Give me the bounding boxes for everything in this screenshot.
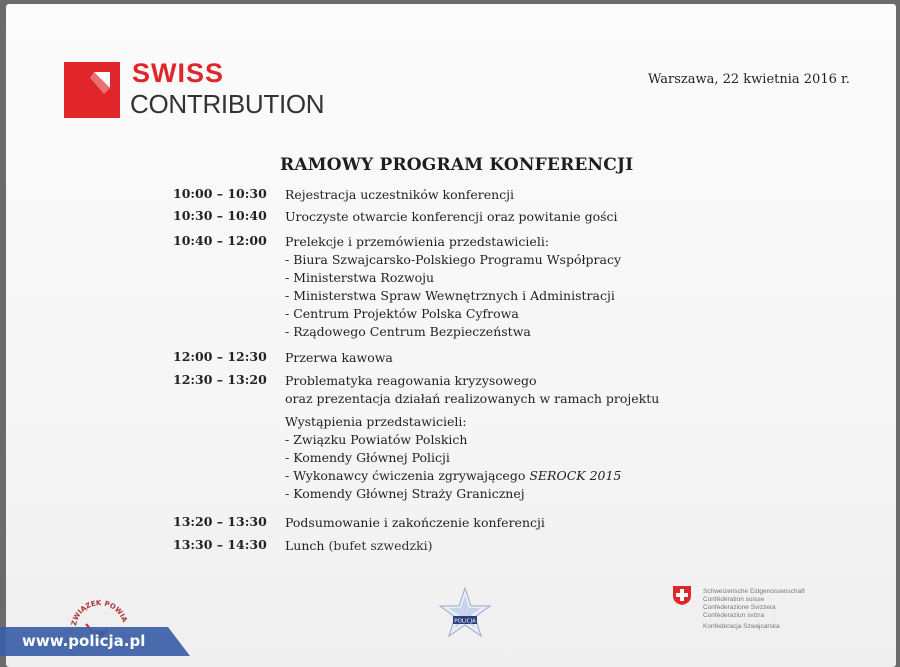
police-badge-text: POLICJA (454, 618, 476, 625)
swiss-contribution-logo-icon (64, 62, 120, 118)
agenda-time: 12:00 – 12:30 (173, 349, 267, 364)
agenda-line: - Centrum Projektów Polska Cyfrowa (285, 306, 519, 321)
agenda-note: (bufet szwedzki) (328, 538, 433, 553)
agenda-line: - Biura Szwajcarsko-Polskiego Programu Współpracy (285, 252, 622, 267)
svg-text:ZWIĄZEK POWIATÓW (64, 586, 129, 626)
agenda-line: Uroczyste otwarcie konferencji oraz powitanie gości (285, 209, 618, 224)
confederation-line: Confederazione Svizzera (703, 604, 776, 611)
agenda-line: Problematyka reagowania kryzysowego (285, 373, 537, 388)
watermark-url: www.policja.pl (22, 632, 146, 650)
agenda-line-text: Lunch (285, 538, 329, 553)
agenda-time: 10:40 – 12:00 (173, 233, 267, 248)
agenda-description (285, 514, 545, 532)
confederation-line: Schweizerische Eidgenossenschaft (703, 588, 805, 595)
agenda-line: - Ministerstwa Rozwoju (285, 270, 435, 285)
agenda-description (285, 372, 659, 408)
confederation-line: Confederaziun svizra (703, 612, 765, 619)
agenda-time: 13:30 – 14:30 (173, 537, 267, 552)
agenda-line: oraz prezentacja działań realizowanych w ramach projektu (285, 391, 660, 406)
agenda-line (285, 537, 433, 555)
agenda-line: Wystąpienia przedstawicieli: (285, 414, 467, 429)
agenda-description (285, 349, 393, 367)
logo-swiss-text: SWISS (132, 58, 225, 88)
agenda-line (285, 467, 621, 485)
agenda-time: 12:30 – 13:20 (173, 372, 267, 387)
agenda-line: - Komendy Głównej Policji (285, 450, 450, 465)
agenda-time: 10:00 – 10:30 (173, 186, 267, 201)
agenda-line: Rejestracja uczestników konferencji (285, 187, 515, 202)
zpp-arc-text: ZWIĄZEK POWIA (70, 599, 129, 627)
agenda-description (285, 208, 618, 226)
agenda-line: - Związku Powiatów Polskich (285, 432, 468, 447)
agenda-line: Prelekcje i przemówienia przedstawicieli: (285, 234, 550, 249)
projected-slide (6, 4, 896, 667)
swiss-cross-icon (671, 584, 693, 606)
document-date: Warszawa, 22 kwietnia 2016 r. (648, 72, 850, 87)
agenda-line: - Rządowego Centrum Bezpieczeństwa (285, 324, 531, 339)
program-title: RAMOWY PROGRAM KONFERENCJI (280, 155, 634, 175)
agenda-line: - Komendy Głównej Straży Granicznej (285, 486, 525, 501)
policja-watermark (0, 627, 190, 656)
agenda-line: Przerwa kawowa (285, 350, 393, 365)
agenda-description (285, 537, 433, 555)
swiss-confederation-logo (671, 584, 693, 610)
agenda-line-text: - Wykonawcy ćwiczenia zgrywającego (285, 468, 530, 483)
agenda-time: 13:20 – 13:30 (173, 514, 267, 529)
agenda-description (285, 233, 621, 341)
agenda-time: 10:30 – 10:40 (173, 208, 267, 223)
confederation-line-pl: Konfederacja Szwajcarska (703, 623, 780, 630)
agenda-line: Podsumowanie i zakończenie konferencji (285, 515, 545, 530)
swiss-confederation-text (703, 588, 805, 631)
confederation-line: Confédération suisse (703, 596, 765, 603)
agenda-line: - Ministerstwa Spraw Wewnętrznych i Administracji (285, 288, 615, 303)
agenda-description (285, 186, 514, 204)
police-star-logo (434, 586, 496, 648)
agenda-description (285, 413, 621, 503)
exercise-name: SEROCK 2015 (529, 468, 622, 483)
logo-contribution-text: CONTRIBUTION (130, 89, 325, 119)
police-star-icon (434, 586, 496, 644)
